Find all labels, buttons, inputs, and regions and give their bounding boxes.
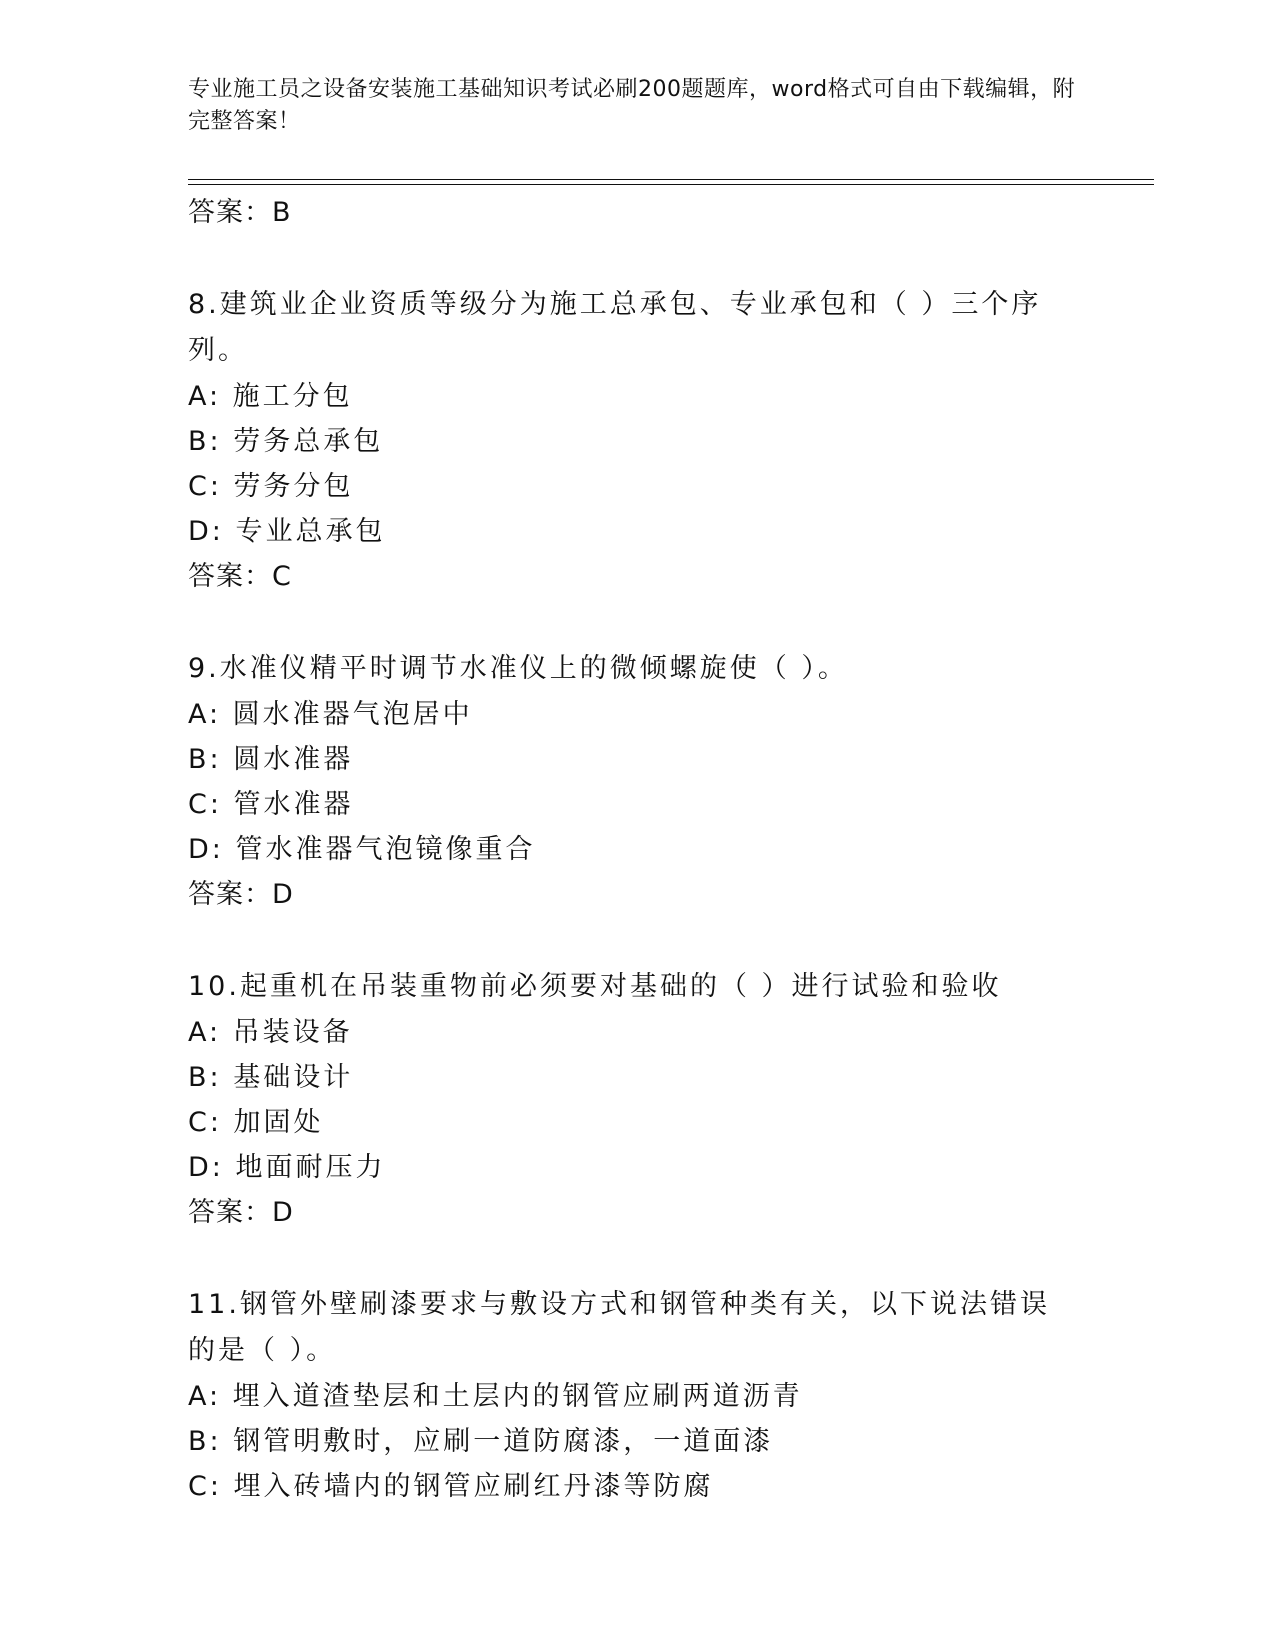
header-divider-line: [188, 179, 1154, 180]
question-11-option-c: C: 埋入砖墙内的钢管应刷红丹漆等防腐: [188, 1471, 714, 1502]
header-divider-line-2: [188, 184, 1154, 185]
question-8-text: 8.建筑业企业资质等级分为施工总承包、专业承包和（ ）三个序列。: [188, 289, 1042, 366]
question-10-option-c: C: 加固处: [188, 1107, 324, 1138]
question-block-11: [188, 1282, 1088, 1509]
question-8-option-d: D: 专业总承包: [188, 516, 386, 547]
question-9-option-d: D: 管水准器气泡镜像重合: [188, 834, 536, 865]
question-9-option-a: A: 圆水准器气泡居中: [188, 699, 473, 730]
question-8-option-c: C: 劳务分包: [188, 471, 354, 502]
question-11-text: 11.钢管外壁刷漆要求与敷设方式和钢管种类有关，以下说法错误的是（ ）。: [188, 1289, 1050, 1366]
question-list: [188, 188, 1088, 1509]
question-10-option-b: B: 基础设计: [188, 1062, 354, 1093]
question-9-option-b: B: 圆水准器: [188, 744, 354, 775]
question-8-option-b: B: 劳务总承包: [188, 426, 384, 457]
question-block-9: [188, 646, 1088, 918]
answer-9: 答案：D: [188, 879, 294, 910]
question-9-option-c: C: 管水准器: [188, 789, 354, 820]
question-block-10: [188, 964, 1088, 1236]
question-11-option-b: B: 钢管明敷时，应刷一道防腐漆，一道面漆: [188, 1426, 774, 1457]
document-header-note: 专业施工员之设备安装施工基础知识考试必刷200题题库，word格式可自由下载编辑，附完整答案！: [188, 77, 1076, 134]
question-11-option-a: A: 埋入道渣垫层和土层内的钢管应刷两道沥青: [188, 1381, 803, 1412]
question-block-8: [188, 282, 1088, 600]
question-10-option-d: D: 地面耐压力: [188, 1152, 386, 1183]
question-8-option-a: A: 施工分包: [188, 381, 353, 412]
answer-10: 答案：D: [188, 1197, 294, 1228]
answer-8: 答案：C: [188, 561, 292, 592]
question-10-text: 10.起重机在吊装重物前必须要对基础的（ ）进行试验和验收: [188, 971, 1002, 1002]
question-9-text: 9.水准仪精平时调节水准仪上的微倾螺旋使（ ）。: [188, 653, 848, 684]
question-10-option-a: A: 吊装设备: [188, 1017, 353, 1048]
answer-7: 答案：B: [188, 197, 292, 228]
